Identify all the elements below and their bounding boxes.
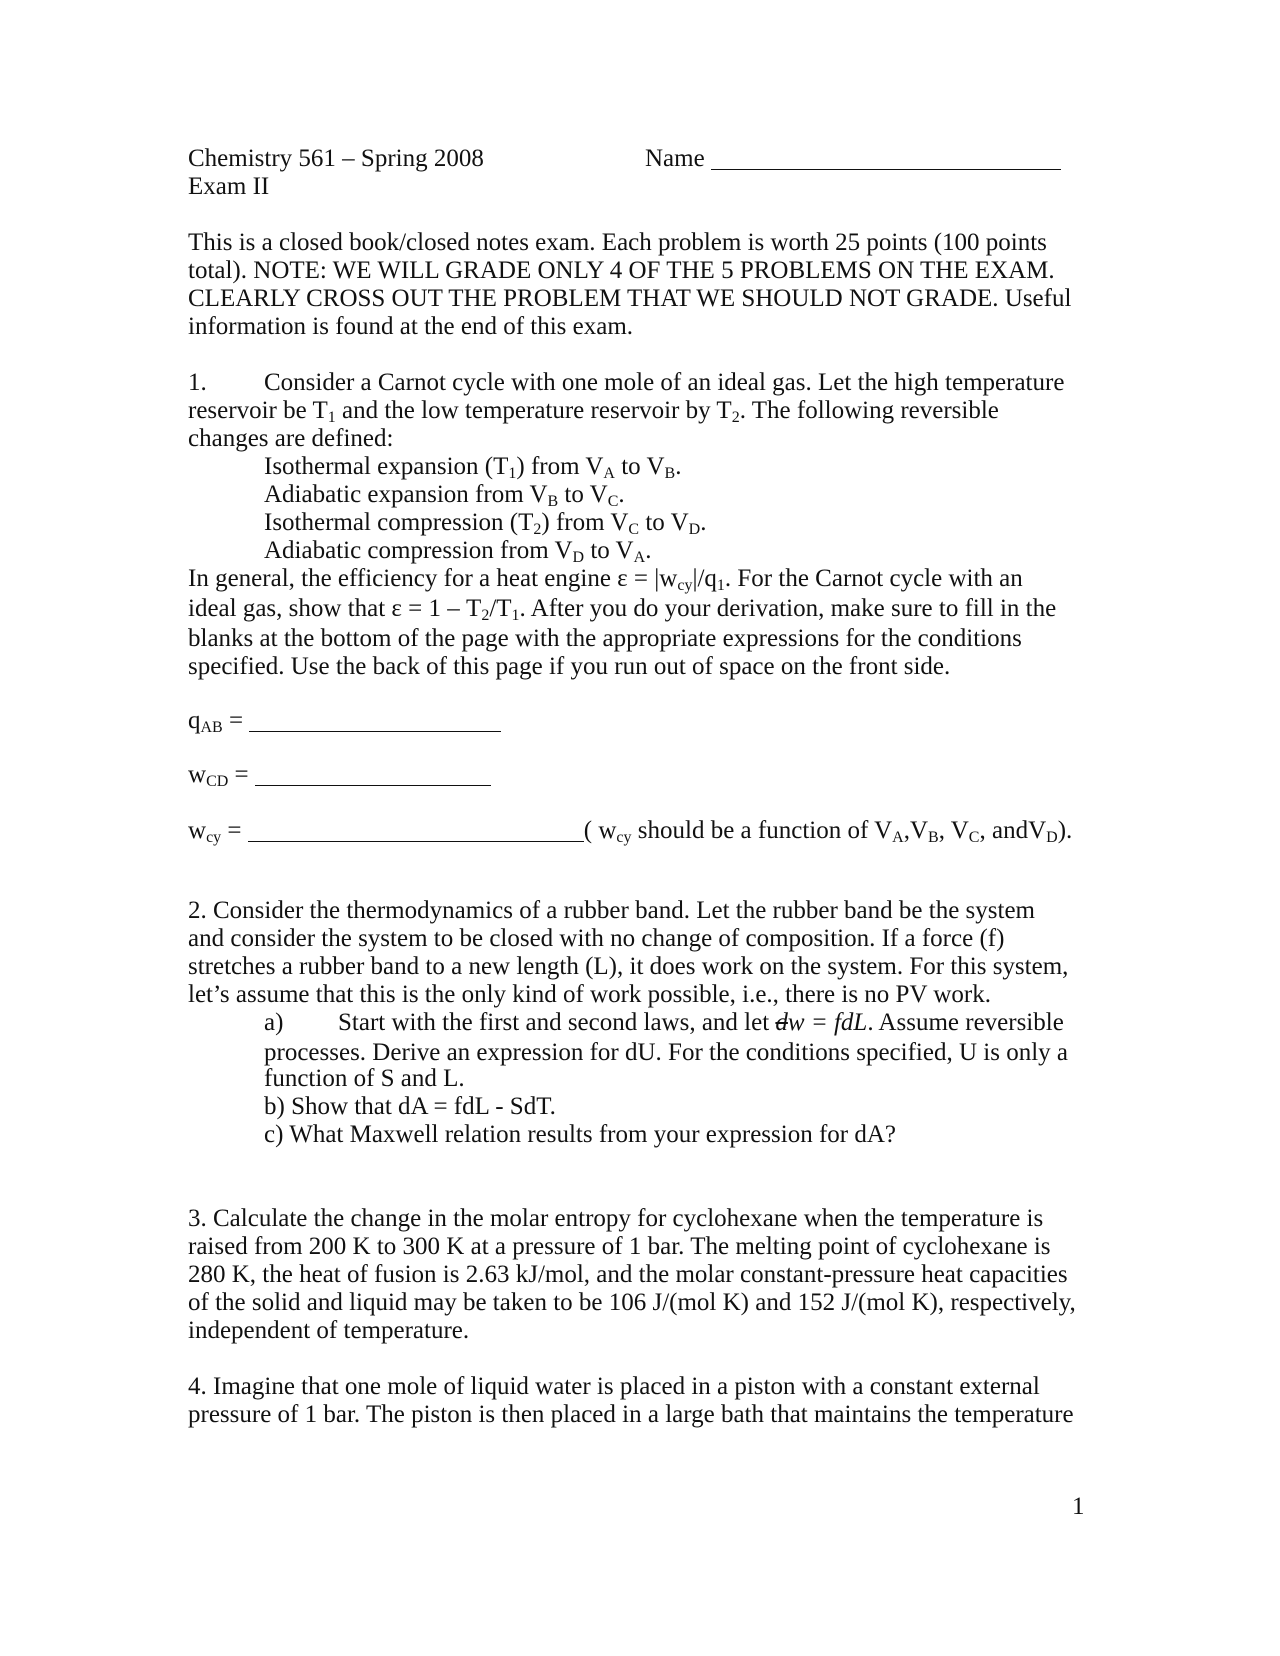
efficiency-show: ideal gas, show that $\varepsilon = 1 - T_2/T_1$. After you do your derivation, make sure to fill in the <box>188 595 1057 624</box>
problem-3-line-5: independent of temperature. <box>188 1317 470 1344</box>
qab-answer-row: $q_{AB}$ = <box>188 708 501 733</box>
problem-3-line-3: 280 K, the heat of fusion is 2.63 kJ/mol, and the molar constant-pressure heat capacities <box>188 1261 1068 1288</box>
intro-line-3: CLEARLY CROSS OUT THE PROBLEM THAT WE SHOULD NOT GRADE. Useful <box>188 285 1072 312</box>
problem-1-line-3: changes are defined: <box>188 425 394 452</box>
problem-1-line-2: reservoir be $T_1$ and the low temperature reservoir by $T_2$. The following reversible <box>188 397 999 426</box>
problem-3-line-4: of the solid and liquid may be taken to be 106 J/(mol K) and 152 J/(mol K), respectively, <box>188 1289 1076 1316</box>
name-label: Name <box>645 145 705 172</box>
page-number: 1 <box>1072 1493 1085 1520</box>
part-a-line-2: processes. Derive an expression for dU. For the conditions specified, U is only a <box>264 1039 1068 1066</box>
wcy-blank[interactable] <box>248 819 584 842</box>
part-b: b) Show that dA = fdL - SdT. <box>264 1093 556 1120</box>
part-a-line-3: function of S and L. <box>264 1065 465 1092</box>
problem-4-line-1: 4. Imagine that one mole of liquid water is placed in a piston with a constant external <box>188 1373 1040 1400</box>
intro-line-2: total). NOTE: WE WILL GRADE ONLY 4 OF THE 5 PROBLEMS ON THE EXAM. <box>188 257 1055 284</box>
wcy-answer-row: $w_{cy}$ = ( $w_{cy}$ should be a function of $V_A,V_B$, $V_C$, andV$_D$). <box>188 817 1073 846</box>
problem-2-line-4: let’s assume that this is the only kind of work possible, i.e., there is no PV work. <box>188 981 991 1008</box>
part-c: c) What Maxwell relation results from your expression for dA? <box>264 1121 896 1148</box>
problem-2-line-2: and consider the system to be closed with no change of composition. If a force (f) <box>188 925 1005 952</box>
part-a-label: a) <box>264 1009 284 1036</box>
intro-line-1: This is a closed book/closed notes exam. Each problem is worth 25 points (100 points <box>188 229 1047 256</box>
qab-blank[interactable] <box>249 709 501 732</box>
problem-2-line-3: stretches a rubber band to a new length (L), it does work on the system. For this system, <box>188 953 1069 980</box>
efficiency-definition: In general, the efficiency for a heat engine $\varepsilon = |w_{cy}|/q_1$. For the Carnot cycle with an <box>188 565 1023 594</box>
name-blank[interactable] <box>711 147 1061 170</box>
course-title: Chemistry 561 – Spring 2008 <box>188 145 484 172</box>
intro-line-4: information is found at the end of this exam. <box>188 313 634 340</box>
problem-3-line-1: 3. Calculate the change in the molar entropy for cyclohexane when the temperature is <box>188 1205 1044 1232</box>
carnot-step-1: Isothermal expansion $(T_1)$ from $V_A$ to $V_B$. <box>264 453 682 482</box>
problem-4-line-2: pressure of 1 bar. The piston is then placed in a large bath that maintains the temperature <box>188 1401 1074 1428</box>
part-a-text: Start with the first and second laws, and let dw = fdL. Assume reversible <box>338 1009 1064 1036</box>
problem-3-line-2: raised from 200 K to 300 K at a pressure of 1 bar. The melting point of cyclohexane is <box>188 1233 1051 1260</box>
carnot-step-4: Adiabatic compression from $V_D$ to $V_A$. <box>264 537 652 566</box>
wcd-blank[interactable] <box>255 763 491 786</box>
problem-1-line-1: Consider a Carnot cycle with one mole of an ideal gas. Let the high temperature <box>264 369 1065 396</box>
name-field[interactable] <box>645 146 1061 171</box>
problem-2-line-1: 2. Consider the thermodynamics of a rubber band. Let the rubber band be the system <box>188 897 1035 924</box>
wcd-answer-row: $w_{CD}$ = <box>188 762 491 787</box>
carnot-step-3: Isothermal compression $(T_2)$ from $V_C$ to $V_D$. <box>264 509 707 538</box>
problem-1-specified-line: specified. Use the back of this page if you run out of space on the front side. <box>188 653 951 680</box>
problem-1-blanks-line: blanks at the bottom of the page with the appropriate expressions for the conditions <box>188 625 1022 652</box>
exam-title: Exam II <box>188 173 270 200</box>
problem-1-number: 1. <box>188 369 207 396</box>
carnot-step-2: Adiabatic expansion from $V_B$ to $V_C$. <box>264 481 625 510</box>
